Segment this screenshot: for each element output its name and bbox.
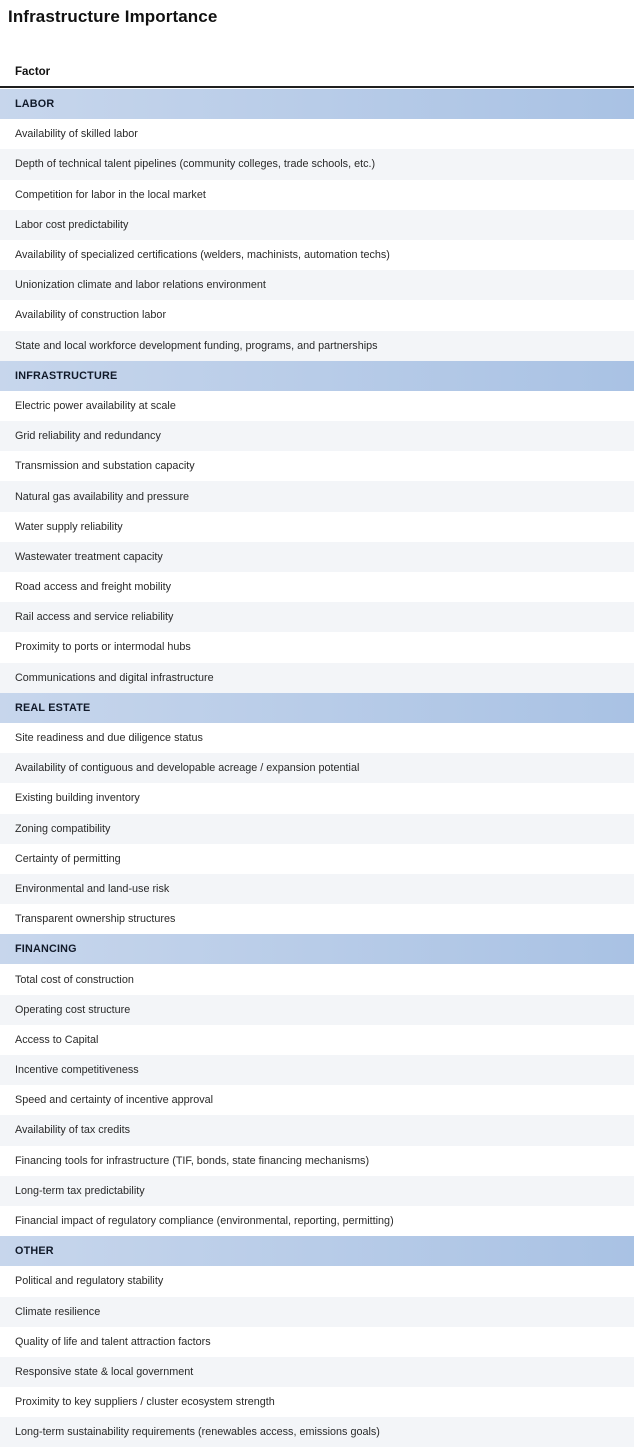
table-row: Long-term sustainability requirements (renewables access, emissions goals) [0,1417,634,1447]
column-header-factor: Factor [15,66,51,78]
table-row: Availability of skilled labor [15,128,138,141]
table-row: Site readiness and due diligence status [15,732,203,745]
table-row: Access to Capital [15,1033,99,1046]
table-row: Natural gas availability and pressure [0,481,634,511]
table-row: Financial impact of regulatory compliance (environmental, reporting, permitting) [15,1215,394,1228]
table-row: Quality of life and talent attraction factors [15,1335,211,1348]
table-row: Electric power availability at scale [15,399,176,412]
page-title: Infrastructure Importance [8,7,218,26]
table-row: Total cost of construction [15,973,134,986]
table-row: Operating cost structure [0,995,634,1025]
section-header-financing: FINANCING [0,934,634,964]
table-row: State and local workforce development funding, programs, and partnerships [0,331,634,361]
section-header-labor: LABOR [0,89,634,119]
table-row: Climate resilience [0,1297,634,1327]
table-row: Existing building inventory [15,792,140,805]
table-row: Availability of contiguous and developable acreage / expansion potential [0,753,634,783]
table-row: Certainty of permitting [15,852,121,865]
table-row: Financing tools for infrastructure (TIF, bonds, state financing mechanisms) [15,1154,370,1167]
table-row: Water supply reliability [15,520,123,533]
table-row: Road access and freight mobility [15,581,172,594]
table-row: Communications and digital infrastructure [0,663,634,693]
table-row: Availability of tax credits [0,1115,634,1145]
table-row: Availability of specialized certifications (welders, machinists, automation techs) [15,249,390,262]
table-row: Depth of technical talent pipelines (community colleges, trade schools, etc.) [0,149,634,179]
table-row: Labor cost predictability [0,210,634,240]
table-row: Political and regulatory stability [15,1275,164,1288]
table-header [0,58,634,88]
table-row: Responsive state & local government [0,1357,634,1387]
table-row: Transparent ownership structures [15,913,176,926]
factor-table [0,89,634,1447]
section-header-other: OTHER [0,1236,634,1266]
table-row: Zoning compatibility [0,814,634,844]
table-row: Proximity to ports or intermodal hubs [15,641,191,654]
table-row: Competition for labor in the local market [15,188,206,201]
table-row: Incentive competitiveness [0,1055,634,1085]
section-header-infrastructure: INFRASTRUCTURE [0,361,634,391]
section-header-real-estate: REAL ESTATE [0,693,634,723]
table-row: Rail access and service reliability [0,602,634,632]
table-row: Transmission and substation capacity [15,460,195,473]
table-row: Speed and certainty of incentive approval [15,1094,214,1107]
table-row: Grid reliability and redundancy [0,421,634,451]
table-row: Availability of construction labor [15,309,167,322]
table-row: Unionization climate and labor relations environment [0,270,634,300]
table-row: Wastewater treatment capacity [0,542,634,572]
table-row: Proximity to key suppliers / cluster ecosystem strength [15,1396,275,1409]
table-row: Long-term tax predictability [0,1176,634,1206]
table-row: Environmental and land-use risk [0,874,634,904]
